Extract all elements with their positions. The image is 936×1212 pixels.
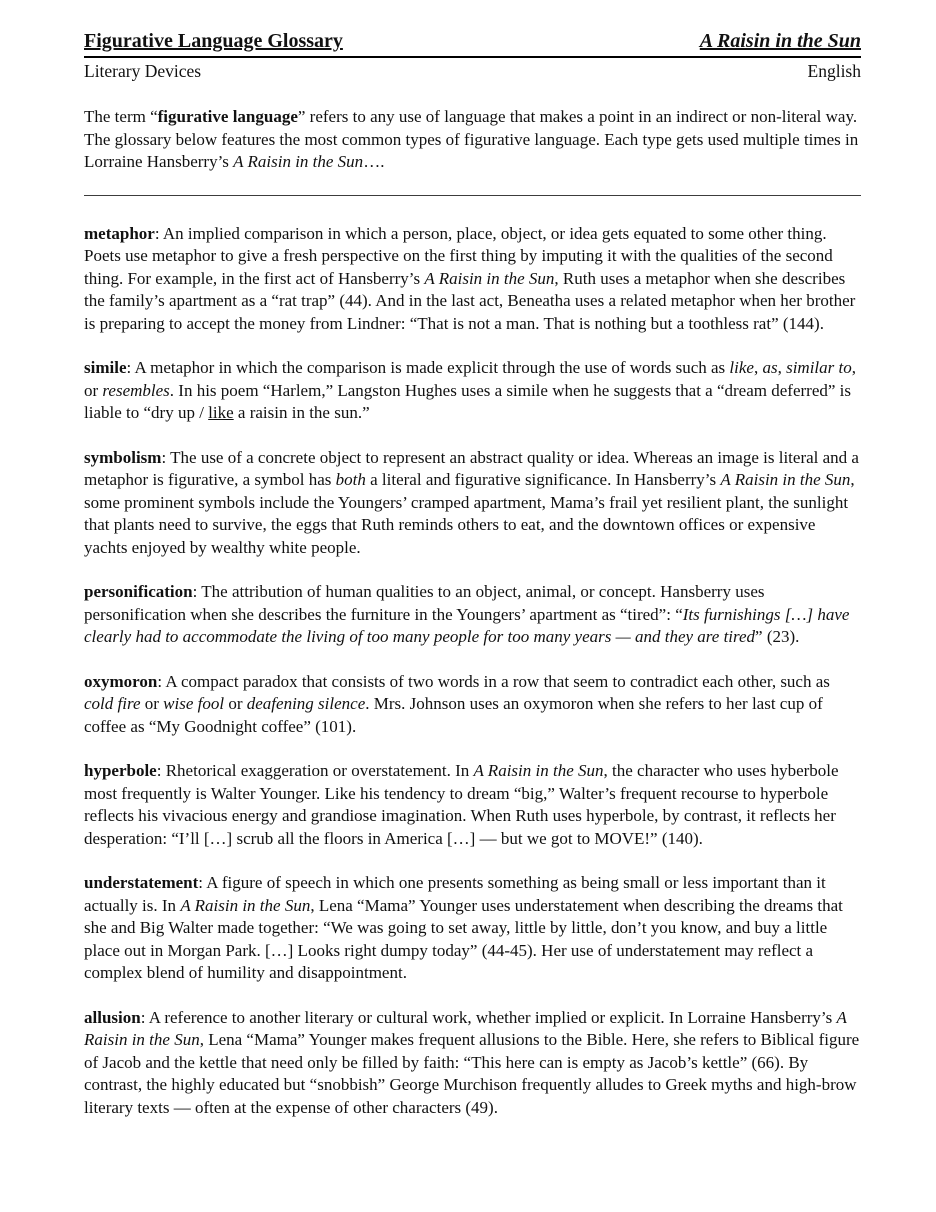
glossary-entry-metaphor <box>84 223 861 336</box>
entry-body: : A compact paradox that consists of two words in a row that seem to contradict each other, such as cold fire or wise fool or deafening silence. Mrs. Johnson uses an oxymoron when she refers to her last cup of coffee as “My Goodnight coffee” (101). <box>84 671 830 736</box>
entry-body: : A reference to another literary or cultural work, whether implied or explicit. In Lorraine Hansberry’s A Raisin in the Sun, Lena “Mama” Younger makes frequent allusions to the Bible. Here, she refers to Biblical figure of Jacob and the kettle that need only be filled by faith: “This here can is empty as Jacob’s kettle” (66). By contrast, the highly educated but “snobbish” George Murchison frequently alludes to Greek myths and high-brow literary texts — often at the expense of other characters (49). <box>84 1007 860 1117</box>
glossary-entries <box>84 223 861 1120</box>
glossary-entry-personification <box>84 581 861 649</box>
book-title: A Raisin in the Sun <box>699 30 861 52</box>
term-label: metaphor <box>84 223 155 243</box>
entry-body: : A metaphor in which the comparison is made explicit through the use of words such as like, as, similar to, or resembles. In his poem “Harlem,” Langston Hughes uses a simile when he suggests that a “dream deferred” is liable to “dry up / like a raisin in the sun.” <box>84 358 856 422</box>
glossary-entry-simile <box>84 357 861 425</box>
subtitle-right: English <box>807 61 861 81</box>
term-label: simile <box>84 358 127 377</box>
entry-body: : The use of a concrete object to represent an abstract quality or idea. Whereas an image is literal and a metaphor is figurative, a symbol has both a literal and figurative significance. In Hansberry’s A Raisin in the Sun, some prominent symbols include the Youngers’ cramped apartment, Mama’s frail yet resilient plant, the sunlight that plants need to survive, the eggs that Ruth reminds others to eat, and the downtown offices or expensive yachts enjoyed by wealthy white people. <box>84 447 859 557</box>
term-label: hyperbole <box>84 761 157 780</box>
document-title: Figurative Language Glossary <box>84 30 343 52</box>
document-subheader <box>84 61 861 82</box>
glossary-entry-understatement <box>84 872 861 985</box>
glossary-entry-hyperbole <box>84 760 861 850</box>
term-label: symbolism <box>84 447 162 467</box>
glossary-entry-oxymoron <box>84 671 861 739</box>
term-label: allusion <box>84 1007 141 1027</box>
term-label: personification <box>84 582 193 601</box>
section-divider <box>84 195 861 196</box>
glossary-entry-allusion <box>84 1007 861 1120</box>
document-header <box>84 30 861 58</box>
subtitle-left: Literary Devices <box>84 61 202 81</box>
entry-body: : An implied comparison in which a person, place, object, or idea gets equated to some other thing. Poets use metaphor to give a fresh perspective on the first thing by imputing it with the qualities of the second thing. For example, in the first act of Hansberry’s A Raisin in the Sun, Ruth uses a metaphor when she describes the family’s apartment as a “rat trap” (44). And in the last act, Beneatha uses a related metaphor when her brother is preparing to accept the money from Lindner: “That is not a man. That is nothing but a toothless rat” (144). <box>84 223 856 333</box>
term-label: oxymoron <box>84 671 158 691</box>
glossary-entry-symbolism <box>84 447 861 560</box>
entry-body: : The attribution of human qualities to an object, animal, or concept. Hansberry uses personification when she describes the furniture in the Youngers’ apartment as “tired”: “Its furnishings […] have clearly had to accommodate the living of too many people for too many years — and they are tired” (23). <box>84 582 850 646</box>
intro-paragraph: The term “figurative language” refers to any use of language that makes a point in an indirect or non-literal way. The glossary below features the most common types of figurative language. Each type gets used multiple times in Lorraine Hansberry’s A Raisin in the Sun…. <box>84 107 859 171</box>
term-label: understatement <box>84 873 199 892</box>
entry-body: : A figure of speech in which one presents something as being small or less important than it actually is. In A Raisin in the Sun, Lena “Mama” Younger uses understatement when describing the dreams that she and Big Walter made together: “We was going to set away, little by little, don’t you know, and buy a little place out in Morgan Park. […] Looks right dumpy today” (44-45). Her use of understatement may reflect a complex blend of humility and disappointment. <box>84 873 843 982</box>
entry-body: : Rhetorical exaggeration or overstatement. In A Raisin in the Sun, the character who uses hyberbole most frequently is Walter Younger. Like his tendency to dream “big,” Walter’s frequent recourse to hyperbole reflects his vivacious energy and grandiose imagination. When Ruth uses hyperbole, by contrast, it reflects her desperation: “I’ll […] scrub all the floors in America […] — but we got to MOVE!” (140). <box>84 761 839 848</box>
